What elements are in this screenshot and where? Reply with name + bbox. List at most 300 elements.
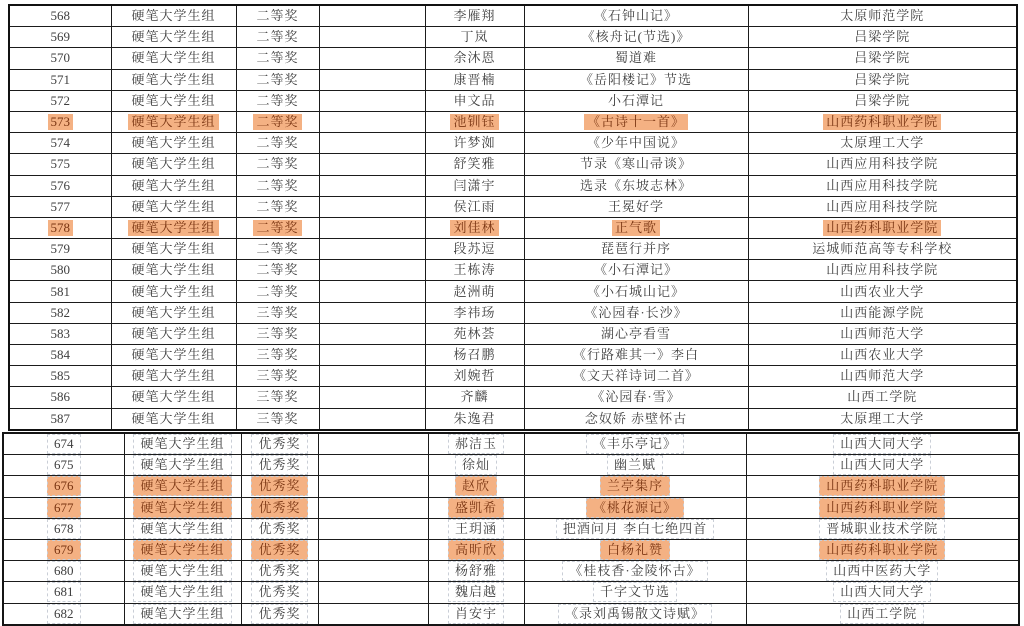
serial-number-text: 579 — [50, 241, 70, 257]
group-text: 硬笔大学生组 — [133, 498, 231, 518]
group-cell — [111, 196, 236, 217]
table-row — [9, 239, 1017, 260]
award-level-text: 优秀奖 — [251, 519, 307, 539]
work-title-cell — [524, 217, 748, 238]
contestant-name-text: 高昕欣 — [448, 540, 504, 560]
group-cell — [111, 133, 236, 154]
group-text: 硬笔大学生组 — [133, 519, 231, 539]
group-cell — [111, 175, 236, 196]
contestant-name-text: 赵洲萌 — [453, 283, 496, 299]
work-title-cell — [524, 111, 748, 132]
contestant-name-cell — [425, 281, 524, 302]
school-text: 山西应用科技学院 — [826, 156, 939, 172]
contestant-name-text: 许梦洳 — [453, 135, 496, 151]
school-cell — [746, 603, 1019, 625]
contestant-name-text: 闫潇宇 — [453, 177, 496, 193]
award-level-cell — [241, 539, 318, 560]
contestant-name-cell — [428, 539, 524, 560]
award-level-cell — [236, 323, 319, 344]
work-title-text: 《沁园春·长沙》 — [584, 304, 688, 320]
group-text: 硬笔大学生组 — [133, 582, 231, 602]
table-row — [9, 260, 1017, 281]
contestant-name-text: 申文品 — [453, 92, 496, 108]
empty-column-cell — [318, 561, 428, 582]
award-level-cell — [236, 387, 319, 408]
group-cell — [111, 217, 236, 238]
group-cell — [124, 561, 241, 582]
group-text: 硬笔大学生组 — [131, 29, 216, 45]
school-cell — [748, 175, 1017, 196]
serial-number-cell — [9, 175, 111, 196]
group-text: 硬笔大学生组 — [131, 304, 216, 320]
work-title-text: 小石潭记 — [607, 92, 664, 108]
serial-number-cell — [9, 239, 111, 260]
work-title-text: 《石钟山记》 — [593, 8, 678, 24]
serial-number-text: 584 — [50, 347, 70, 363]
school-cell — [746, 476, 1019, 497]
group-text: 硬笔大学生组 — [131, 368, 216, 384]
work-title-text: 兰亭集序 — [600, 476, 670, 496]
group-text: 硬笔大学生组 — [133, 434, 231, 454]
contestant-name-text: 杨舒雅 — [448, 561, 504, 581]
group-cell — [111, 90, 236, 111]
school-cell — [748, 302, 1017, 323]
serial-number-cell — [9, 5, 111, 27]
school-cell — [746, 539, 1019, 560]
school-cell — [748, 366, 1017, 387]
table-row — [9, 323, 1017, 344]
table-row — [3, 518, 1019, 539]
empty-column-cell — [319, 5, 425, 27]
group-cell — [111, 27, 236, 48]
award-level-text: 二等奖 — [256, 156, 299, 172]
award-level-text: 三等奖 — [256, 304, 299, 320]
work-title-text: 《录刘禹锡散文诗赋》 — [558, 604, 712, 624]
contestant-name-cell — [425, 111, 524, 132]
serial-number-text: 583 — [50, 325, 70, 341]
group-text: 硬笔大学生组 — [131, 177, 216, 193]
award-level-text: 优秀奖 — [251, 434, 307, 454]
school-text: 山西应用科技学院 — [826, 262, 939, 278]
serial-number-cell — [3, 582, 124, 603]
serial-number-text: 586 — [50, 389, 70, 405]
contestant-name-text: 王栋涛 — [453, 262, 496, 278]
serial-number-text: 570 — [50, 50, 70, 66]
serial-number-text: 568 — [50, 8, 70, 24]
work-title-cell — [524, 302, 748, 323]
contestant-name-cell — [428, 497, 524, 518]
serial-number-cell — [9, 366, 111, 387]
contestant-name-text: 徐灿 — [455, 455, 497, 475]
award-level-cell — [241, 433, 318, 455]
serial-number-cell — [3, 455, 124, 476]
empty-column-cell — [319, 133, 425, 154]
award-level-cell — [241, 561, 318, 582]
contestant-name-text: 刘佳林 — [450, 220, 498, 236]
contestant-name-text: 李雁翔 — [453, 8, 496, 24]
table-row — [9, 196, 1017, 217]
contestant-name-cell — [425, 239, 524, 260]
contestant-name-cell — [425, 302, 524, 323]
work-title-cell — [524, 196, 748, 217]
award-level-cell — [241, 497, 318, 518]
award-level-text: 优秀奖 — [251, 476, 307, 496]
work-title-text: 白杨礼赞 — [600, 540, 670, 560]
work-title-text: 《古诗十一首》 — [584, 114, 688, 130]
work-title-text: 《小石城山记》 — [586, 283, 685, 299]
award-level-text: 二等奖 — [256, 241, 299, 257]
empty-column-cell — [318, 518, 428, 539]
contestant-name-text: 丁岚 — [460, 29, 489, 45]
work-title-text: 《丰乐亭记》 — [586, 434, 684, 454]
work-title-cell — [524, 539, 746, 560]
serial-number-text: 585 — [50, 368, 70, 384]
contestant-name-text: 段苏逗 — [453, 241, 496, 257]
work-title-cell — [524, 345, 748, 366]
award-level-cell — [236, 239, 319, 260]
empty-column-cell — [319, 387, 425, 408]
award-level-cell — [236, 260, 319, 281]
award-level-cell — [236, 366, 319, 387]
school-text: 山西工学院 — [847, 389, 918, 405]
award-level-text: 优秀奖 — [251, 561, 307, 581]
empty-column-cell — [318, 582, 428, 603]
work-title-cell — [524, 387, 748, 408]
award-level-text: 三等奖 — [256, 368, 299, 384]
group-cell — [124, 582, 241, 603]
serial-number-cell — [9, 281, 111, 302]
work-title-text: 琵琶行并序 — [600, 241, 671, 257]
award-level-text: 二等奖 — [253, 114, 301, 130]
serial-number-cell — [3, 433, 124, 455]
group-cell — [111, 69, 236, 90]
serial-number-text: 576 — [50, 177, 70, 193]
contestant-name-cell — [425, 69, 524, 90]
school-text: 山西应用科技学院 — [826, 177, 939, 193]
empty-column-cell — [319, 154, 425, 175]
group-cell — [111, 154, 236, 175]
contestant-name-text: 苑林荟 — [453, 325, 496, 341]
school-text: 太原理工大学 — [840, 135, 925, 151]
serial-number-text: 587 — [50, 410, 70, 426]
table-row — [9, 69, 1017, 90]
school-cell — [748, 48, 1017, 69]
contestant-name-cell — [428, 455, 524, 476]
award-level-text: 三等奖 — [256, 347, 299, 363]
work-title-cell — [524, 5, 748, 27]
work-title-text: 《文天祥诗词二首》 — [572, 368, 699, 384]
work-title-cell — [524, 27, 748, 48]
contestant-name-text: 康晋楠 — [453, 71, 496, 87]
serial-number-cell — [9, 408, 111, 430]
school-cell — [748, 5, 1017, 27]
contestant-name-cell — [425, 90, 524, 111]
group-text: 硬笔大学生组 — [131, 92, 216, 108]
work-title-text: 正气歌 — [612, 220, 660, 236]
contestant-name-text: 池钏钰 — [450, 114, 498, 130]
empty-column-cell — [319, 366, 425, 387]
school-text: 山西大同大学 — [833, 455, 931, 475]
award-level-cell — [241, 455, 318, 476]
school-text: 山西药科职业学院 — [823, 220, 941, 236]
school-text: 山西药科职业学院 — [819, 476, 945, 496]
table-row — [9, 302, 1017, 323]
empty-column-cell — [318, 603, 428, 625]
table-row — [9, 111, 1017, 132]
award-level-text: 二等奖 — [256, 177, 299, 193]
school-text: 山西师范大学 — [840, 325, 925, 341]
work-title-text: 《岳阳楼记》节选 — [579, 71, 692, 87]
school-cell — [748, 387, 1017, 408]
contestant-name-text: 李祎玚 — [453, 304, 496, 320]
contestant-name-cell — [425, 175, 524, 196]
serial-number-cell — [9, 260, 111, 281]
contestant-name-cell — [425, 366, 524, 387]
group-text: 硬笔大学生组 — [131, 198, 216, 214]
serial-number-cell — [9, 27, 111, 48]
table-row — [3, 561, 1019, 582]
contestant-name-cell — [428, 476, 524, 497]
award-level-text: 二等奖 — [256, 198, 299, 214]
empty-column-cell — [319, 302, 425, 323]
contestant-name-cell — [425, 408, 524, 430]
group-text: 硬笔大学生组 — [131, 347, 216, 363]
school-text: 山西师范大学 — [840, 368, 925, 384]
group-text: 硬笔大学生组 — [131, 71, 216, 87]
serial-number-cell — [9, 48, 111, 69]
award-level-text: 优秀奖 — [251, 540, 307, 560]
serial-number-cell — [3, 518, 124, 539]
award-level-cell — [236, 175, 319, 196]
contestant-name-cell — [425, 260, 524, 281]
work-title-cell — [524, 561, 746, 582]
serial-number-cell — [3, 561, 124, 582]
serial-number-cell — [3, 603, 124, 625]
award-level-text: 二等奖 — [256, 71, 299, 87]
table-row — [9, 133, 1017, 154]
group-text: 硬笔大学生组 — [131, 262, 216, 278]
serial-number-text: 577 — [50, 198, 70, 214]
school-text: 山西应用科技学院 — [826, 198, 939, 214]
empty-column-cell — [318, 476, 428, 497]
awards-table-lower — [2, 432, 1020, 626]
work-title-text: 把酒问月 李白七绝四首 — [556, 519, 714, 539]
work-title-text: 千字文节选 — [593, 582, 677, 602]
serial-number-text: 582 — [50, 304, 70, 320]
table-row — [3, 582, 1019, 603]
group-cell — [124, 497, 241, 518]
award-level-cell — [236, 27, 319, 48]
group-cell — [124, 476, 241, 497]
table-row — [3, 433, 1019, 455]
award-level-text: 优秀奖 — [251, 455, 307, 475]
group-cell — [111, 366, 236, 387]
table-row — [9, 345, 1017, 366]
serial-number-text: 679 — [47, 540, 81, 560]
serial-number-text: 574 — [50, 135, 70, 151]
school-cell — [748, 239, 1017, 260]
table-row — [9, 27, 1017, 48]
table-row — [9, 48, 1017, 69]
award-level-cell — [241, 582, 318, 603]
work-title-text: 王冕好学 — [607, 198, 664, 214]
serial-number-cell — [3, 476, 124, 497]
school-cell — [748, 111, 1017, 132]
school-text: 运城师范高等专科学校 — [812, 241, 953, 257]
serial-number-cell — [9, 111, 111, 132]
work-title-text: 湖心亭看雪 — [600, 325, 671, 341]
contestant-name-text: 齐麟 — [460, 389, 489, 405]
work-title-text: 蜀道难 — [614, 50, 657, 66]
contestant-name-cell — [428, 603, 524, 625]
empty-column-cell — [319, 217, 425, 238]
table-row — [9, 408, 1017, 430]
table-row — [9, 387, 1017, 408]
work-title-text: 选录《东坡志林》 — [579, 177, 692, 193]
group-text: 硬笔大学生组 — [133, 476, 231, 496]
work-title-text: 节录《寒山帚谈》 — [579, 156, 692, 172]
serial-number-text: 572 — [50, 92, 70, 108]
table-row — [9, 154, 1017, 175]
award-level-text: 二等奖 — [256, 262, 299, 278]
work-title-text: 《核舟记(节选)》 — [581, 29, 691, 45]
group-text: 硬笔大学生组 — [131, 50, 216, 66]
serial-number-cell — [9, 90, 111, 111]
award-level-text: 二等奖 — [256, 29, 299, 45]
serial-number-text: 573 — [48, 114, 74, 130]
work-title-cell — [524, 366, 748, 387]
school-cell — [748, 408, 1017, 430]
contestant-name-text: 王玥涵 — [448, 519, 504, 539]
award-level-cell — [236, 154, 319, 175]
work-title-text: 幽兰赋 — [607, 455, 663, 475]
group-cell — [111, 48, 236, 69]
school-text: 吕梁学院 — [854, 92, 911, 108]
award-level-text: 三等奖 — [256, 410, 299, 426]
table-row — [9, 5, 1017, 27]
group-text: 硬笔大学生组 — [128, 220, 218, 236]
contestant-name-cell — [425, 27, 524, 48]
contestant-name-cell — [425, 217, 524, 238]
contestant-name-text: 盛凯希 — [448, 498, 504, 518]
group-cell — [111, 5, 236, 27]
award-level-text: 三等奖 — [256, 325, 299, 341]
serial-number-cell — [9, 387, 111, 408]
award-level-cell — [236, 133, 319, 154]
group-text: 硬笔大学生组 — [133, 540, 231, 560]
group-cell — [111, 387, 236, 408]
work-title-cell — [524, 69, 748, 90]
school-text: 山西大同大学 — [833, 434, 931, 454]
school-cell — [748, 281, 1017, 302]
serial-number-cell — [9, 217, 111, 238]
award-level-cell — [236, 196, 319, 217]
award-level-cell — [241, 603, 318, 625]
work-title-cell — [524, 455, 746, 476]
group-text: 硬笔大学生组 — [131, 156, 216, 172]
work-title-cell — [524, 497, 746, 518]
award-level-cell — [241, 476, 318, 497]
contestant-name-text: 杨召鹏 — [453, 347, 496, 363]
table-row — [3, 603, 1019, 625]
contestant-name-cell — [425, 196, 524, 217]
work-title-text: 《小石潭记》 — [593, 262, 678, 278]
group-cell — [111, 260, 236, 281]
school-text: 吕梁学院 — [854, 50, 911, 66]
group-cell — [111, 408, 236, 430]
group-text: 硬笔大学生组 — [133, 455, 231, 475]
award-level-cell — [236, 90, 319, 111]
work-title-cell — [524, 582, 746, 603]
group-text: 硬笔大学生组 — [131, 135, 216, 151]
serial-number-text: 682 — [47, 604, 81, 624]
group-cell — [111, 345, 236, 366]
school-text: 山西农业大学 — [840, 347, 925, 363]
table-row — [9, 281, 1017, 302]
group-cell — [124, 455, 241, 476]
award-level-cell — [236, 217, 319, 238]
school-cell — [748, 323, 1017, 344]
serial-number-cell — [3, 497, 124, 518]
serial-number-cell — [9, 154, 111, 175]
group-cell — [124, 603, 241, 625]
serial-number-cell — [9, 69, 111, 90]
group-text: 硬笔大学生组 — [131, 325, 216, 341]
group-cell — [111, 239, 236, 260]
group-text: 硬笔大学生组 — [131, 241, 216, 257]
serial-number-cell — [9, 133, 111, 154]
group-text: 硬笔大学生组 — [131, 8, 216, 24]
serial-number-text: 569 — [50, 29, 70, 45]
table-row — [3, 455, 1019, 476]
school-cell — [746, 582, 1019, 603]
school-text: 山西工学院 — [840, 604, 924, 624]
serial-number-cell — [9, 323, 111, 344]
contestant-name-text: 魏启越 — [448, 582, 504, 602]
work-title-text: 《行路难其一》李白 — [572, 347, 699, 363]
award-level-cell — [236, 281, 319, 302]
work-title-cell — [524, 476, 746, 497]
group-cell — [124, 518, 241, 539]
school-text: 山西药科职业学院 — [819, 498, 945, 518]
work-title-text: 《桃花源记》 — [586, 498, 684, 518]
school-text: 太原理工大学 — [840, 410, 925, 426]
school-text: 山西中医药大学 — [826, 561, 938, 581]
award-level-cell — [236, 111, 319, 132]
work-title-cell — [524, 408, 748, 430]
school-cell — [746, 518, 1019, 539]
contestant-name-text: 刘婉哲 — [453, 368, 496, 384]
empty-column-cell — [319, 27, 425, 48]
work-title-text: 《少年中国说》 — [586, 135, 685, 151]
school-cell — [748, 196, 1017, 217]
school-cell — [748, 154, 1017, 175]
table-row — [9, 175, 1017, 196]
school-cell — [746, 561, 1019, 582]
school-text: 吕梁学院 — [854, 29, 911, 45]
award-level-text: 三等奖 — [256, 389, 299, 405]
group-cell — [111, 323, 236, 344]
empty-column-cell — [318, 497, 428, 518]
contestant-name-cell — [425, 154, 524, 175]
school-text: 晋城职业技术学院 — [819, 519, 945, 539]
group-text: 硬笔大学生组 — [131, 283, 216, 299]
empty-column-cell — [319, 323, 425, 344]
work-title-cell — [524, 48, 748, 69]
work-title-cell — [524, 175, 748, 196]
school-text: 太原师范学院 — [840, 8, 925, 24]
empty-column-cell — [319, 345, 425, 366]
